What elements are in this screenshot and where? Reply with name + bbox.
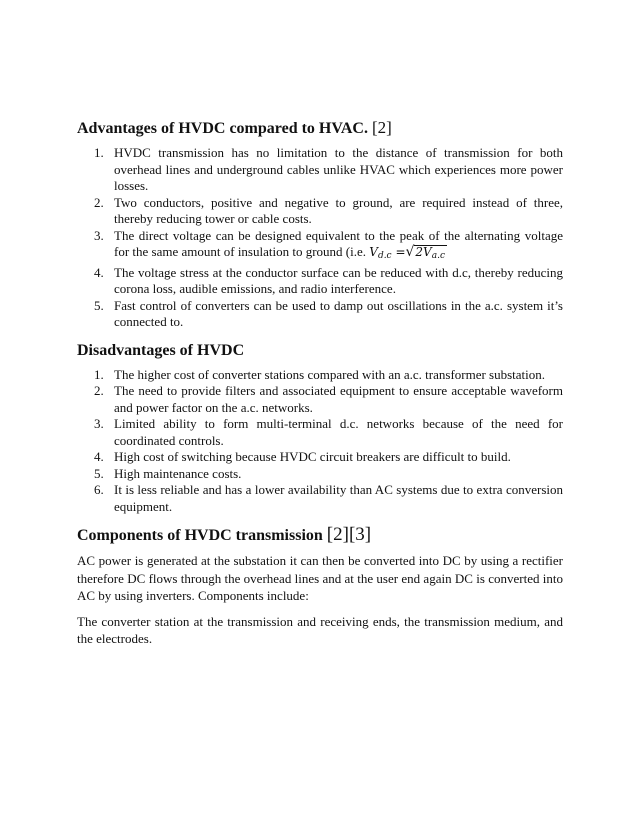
advantages-heading <box>77 116 563 141</box>
disadvantages-list-item <box>77 482 563 515</box>
disadvantages-list-item <box>77 416 563 449</box>
list-item-number: 2. <box>94 194 104 210</box>
list-item-text: High cost of switching because HVDC circuit breakers are difficult to build. <box>114 449 511 464</box>
voltage-formula <box>369 245 447 259</box>
list-item-text-with-formula <box>114 228 563 265</box>
advantages-list-item <box>77 265 563 298</box>
disadvantages-list-item <box>77 466 563 483</box>
advantages-list <box>77 145 563 331</box>
square-root-icon: √ <box>405 244 415 260</box>
list-item-text: Limited ability to form multi-terminal d.c. networks because of the need for coordinated controls. <box>114 416 563 448</box>
list-item-number: 1. <box>94 145 104 160</box>
list-item-number: 2. <box>94 383 104 398</box>
components-heading <box>77 523 563 548</box>
disadvantages-list-item <box>77 449 563 466</box>
list-item-text: The voltage stress at the conductor surface can be reduced with d.c, thereby reducing corona loss, audible emissions, and radio interference. <box>114 264 563 296</box>
list-item-text: The direct voltage can be designed equivalent to the peak of the alternating voltage for the same amount of insulation to ground (i.e. <box>114 227 563 259</box>
formula-rhs-subscript: a.c <box>431 251 446 261</box>
formula-lhs: V <box>369 245 378 259</box>
section-spacer <box>77 331 563 339</box>
list-item-text: HVDC transmission has no limitation to the distance of transmission for both overhead lines and underground cables unlike HVAC which experiences more power losses. <box>114 145 563 193</box>
advantages-list-item <box>77 298 563 331</box>
advantages-heading-text: Advantages of HVDC compared to HVAC. <box>77 120 368 137</box>
section-spacer <box>77 515 563 523</box>
advantages-list-item <box>77 145 563 195</box>
formula-equals: = <box>395 245 406 259</box>
list-item-text: Fast control of converters can be used to damp out oscillations in the a.c. system it’s connected to. <box>114 297 563 329</box>
formula-rhs: 2V <box>415 245 432 259</box>
disadvantages-list <box>77 367 563 516</box>
list-item-number: 1. <box>94 366 104 382</box>
list-item-number: 5. <box>94 297 104 313</box>
list-item-text: The need to provide filters and associated equipment to ensure acceptable waveform and power factor on the a.c. networks. <box>114 383 563 415</box>
list-item-text: It is less reliable and has a lower availability than AC systems due to extra conversion equipment. <box>114 482 563 514</box>
list-item-text: High maintenance costs. <box>114 465 242 481</box>
list-item-number: 5. <box>94 465 104 481</box>
advantages-list-item <box>77 195 563 228</box>
disadvantages-list-item <box>77 367 563 384</box>
list-item-number: 4. <box>94 449 104 464</box>
advantages-list-item <box>77 228 563 265</box>
list-item-number: 3. <box>94 416 104 431</box>
document-content <box>77 116 563 648</box>
components-paragraph: AC power is generated at the substation it can then be converted into DC by using a rectifier therefore DC flows through the overhead lines and at the user end again DC is converted into AC by using inverters. Components include: <box>77 553 563 603</box>
disadvantages-list-item <box>77 383 563 416</box>
list-item-number: 6. <box>94 482 104 497</box>
list-item-number: 4. <box>94 264 104 280</box>
disadvantages-heading: Disadvantages of HVDC <box>77 341 245 359</box>
formula-lhs-subscript: d.c <box>377 251 392 261</box>
components-paragraph: The converter station at the transmission and receiving ends, the transmission medium, and the electrodes. <box>77 613 563 646</box>
components-citation: [2][3] <box>326 524 372 545</box>
list-item-number: 3. <box>94 227 104 243</box>
list-item-text: Two conductors, positive and negative to ground, are required instead of three, thereby reducing tower or cable costs. <box>114 194 563 226</box>
advantages-citation: [2] <box>371 118 392 137</box>
components-heading-text: Components of HVDC transmission <box>77 527 323 544</box>
formula-radicand <box>414 245 447 263</box>
list-item-text: The higher cost of converter stations compared with an a.c. transformer substation. <box>114 366 546 382</box>
